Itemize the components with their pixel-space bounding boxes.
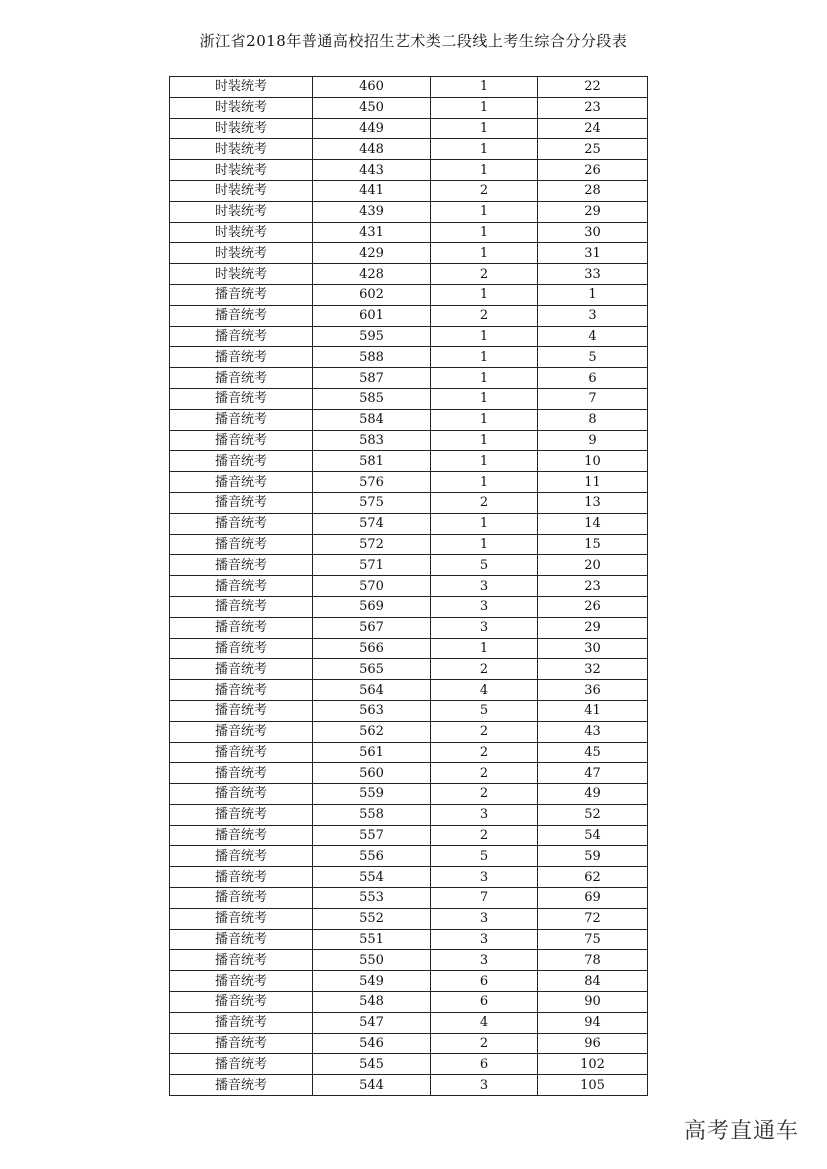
table-row (170, 1075, 648, 1096)
table-row (170, 680, 648, 701)
score-cell: 431 (313, 222, 431, 243)
cumulative-cell: 10 (538, 451, 648, 472)
table-row (170, 534, 648, 555)
cumulative-cell: 90 (538, 992, 648, 1013)
score-cell: 549 (313, 971, 431, 992)
count-cell: 3 (431, 867, 538, 888)
cumulative-cell: 62 (538, 867, 648, 888)
score-cell: 551 (313, 929, 431, 950)
score-cell: 553 (313, 888, 431, 909)
category-cell: 播音统考 (170, 867, 313, 888)
category-cell: 播音统考 (170, 576, 313, 597)
table-row (170, 1033, 648, 1054)
count-cell: 1 (431, 201, 538, 222)
table-row (170, 139, 648, 160)
cumulative-cell: 8 (538, 409, 648, 430)
cumulative-cell: 14 (538, 513, 648, 534)
category-cell: 时装统考 (170, 160, 313, 181)
count-cell: 2 (431, 721, 538, 742)
category-cell: 时装统考 (170, 222, 313, 243)
table-row (170, 180, 648, 201)
category-cell: 时装统考 (170, 97, 313, 118)
score-cell: 547 (313, 1012, 431, 1033)
table-row (170, 201, 648, 222)
table-row (170, 638, 648, 659)
table-row (170, 576, 648, 597)
cumulative-cell: 26 (538, 596, 648, 617)
table-row (170, 763, 648, 784)
cumulative-cell: 75 (538, 929, 648, 950)
category-cell: 播音统考 (170, 451, 313, 472)
table-row (170, 347, 648, 368)
count-cell: 1 (431, 409, 538, 430)
category-cell: 播音统考 (170, 992, 313, 1013)
cumulative-cell: 31 (538, 243, 648, 264)
category-cell: 播音统考 (170, 596, 313, 617)
score-cell: 564 (313, 680, 431, 701)
cumulative-cell: 3 (538, 305, 648, 326)
count-cell: 2 (431, 180, 538, 201)
cumulative-cell: 11 (538, 472, 648, 493)
count-cell: 1 (431, 430, 538, 451)
cumulative-cell: 30 (538, 638, 648, 659)
count-cell: 2 (431, 492, 538, 513)
cumulative-cell: 25 (538, 139, 648, 160)
category-cell: 播音统考 (170, 1012, 313, 1033)
cumulative-cell: 78 (538, 950, 648, 971)
cumulative-cell: 94 (538, 1012, 648, 1033)
count-cell: 3 (431, 617, 538, 638)
table-row (170, 846, 648, 867)
cumulative-cell: 6 (538, 368, 648, 389)
cumulative-cell: 4 (538, 326, 648, 347)
score-cell: 572 (313, 534, 431, 555)
category-cell: 播音统考 (170, 430, 313, 451)
cumulative-cell: 23 (538, 576, 648, 597)
score-cell: 561 (313, 742, 431, 763)
cumulative-cell: 1 (538, 284, 648, 305)
category-cell: 播音统考 (170, 971, 313, 992)
count-cell: 1 (431, 326, 538, 347)
category-cell: 播音统考 (170, 908, 313, 929)
score-cell: 556 (313, 846, 431, 867)
category-cell: 播音统考 (170, 472, 313, 493)
cumulative-cell: 22 (538, 77, 648, 98)
cumulative-cell: 49 (538, 784, 648, 805)
table-row (170, 388, 648, 409)
count-cell: 1 (431, 118, 538, 139)
score-cell: 559 (313, 784, 431, 805)
category-cell: 时装统考 (170, 264, 313, 285)
category-cell: 播音统考 (170, 763, 313, 784)
count-cell: 1 (431, 284, 538, 305)
table-row (170, 742, 648, 763)
score-cell: 450 (313, 97, 431, 118)
category-cell: 播音统考 (170, 680, 313, 701)
table-row (170, 1054, 648, 1075)
category-cell: 播音统考 (170, 929, 313, 950)
cumulative-cell: 105 (538, 1075, 648, 1096)
category-cell: 播音统考 (170, 804, 313, 825)
score-cell: 439 (313, 201, 431, 222)
table-row (170, 284, 648, 305)
cumulative-cell: 102 (538, 1054, 648, 1075)
table-row (170, 888, 648, 909)
category-cell: 播音统考 (170, 1054, 313, 1075)
table-body (170, 77, 648, 1096)
cumulative-cell: 52 (538, 804, 648, 825)
score-cell: 575 (313, 492, 431, 513)
score-cell: 571 (313, 555, 431, 576)
table-row (170, 326, 648, 347)
category-cell: 时装统考 (170, 243, 313, 264)
category-cell: 播音统考 (170, 638, 313, 659)
cumulative-cell: 33 (538, 264, 648, 285)
score-cell: 550 (313, 950, 431, 971)
cumulative-cell: 41 (538, 700, 648, 721)
score-cell: 565 (313, 659, 431, 680)
count-cell: 1 (431, 388, 538, 409)
category-cell: 时装统考 (170, 139, 313, 160)
table-row (170, 430, 648, 451)
table-row (170, 659, 648, 680)
score-cell: 558 (313, 804, 431, 825)
category-cell: 播音统考 (170, 388, 313, 409)
table-row (170, 264, 648, 285)
cumulative-cell: 29 (538, 617, 648, 638)
cumulative-cell: 36 (538, 680, 648, 701)
score-cell: 443 (313, 160, 431, 181)
count-cell: 2 (431, 742, 538, 763)
category-cell: 播音统考 (170, 825, 313, 846)
table-row (170, 160, 648, 181)
category-cell: 播音统考 (170, 721, 313, 742)
category-cell: 播音统考 (170, 347, 313, 368)
table-row (170, 409, 648, 430)
category-cell: 播音统考 (170, 555, 313, 576)
cumulative-cell: 59 (538, 846, 648, 867)
count-cell: 1 (431, 97, 538, 118)
score-cell: 563 (313, 700, 431, 721)
count-cell: 1 (431, 222, 538, 243)
table-row (170, 368, 648, 389)
score-cell: 429 (313, 243, 431, 264)
score-cell: 595 (313, 326, 431, 347)
table-row (170, 596, 648, 617)
count-cell: 1 (431, 139, 538, 160)
page-title: 浙江省2018年普通高校招生艺术类二段线上考生综合分分段表 (199, 32, 628, 50)
cumulative-cell: 47 (538, 763, 648, 784)
category-cell: 播音统考 (170, 784, 313, 805)
table-row (170, 97, 648, 118)
category-cell: 播音统考 (170, 326, 313, 347)
cumulative-cell: 30 (538, 222, 648, 243)
category-cell: 时装统考 (170, 118, 313, 139)
cumulative-cell: 84 (538, 971, 648, 992)
category-cell: 播音统考 (170, 409, 313, 430)
score-cell: 581 (313, 451, 431, 472)
count-cell: 1 (431, 368, 538, 389)
category-cell: 播音统考 (170, 700, 313, 721)
cumulative-cell: 23 (538, 97, 648, 118)
count-cell: 5 (431, 700, 538, 721)
score-cell: 601 (313, 305, 431, 326)
table-row (170, 804, 648, 825)
score-cell: 552 (313, 908, 431, 929)
count-cell: 2 (431, 784, 538, 805)
score-cell: 588 (313, 347, 431, 368)
count-cell: 3 (431, 804, 538, 825)
score-cell: 460 (313, 77, 431, 98)
score-cell: 570 (313, 576, 431, 597)
table-row (170, 492, 648, 513)
count-cell: 1 (431, 77, 538, 98)
count-cell: 6 (431, 992, 538, 1013)
score-cell: 545 (313, 1054, 431, 1075)
score-cell: 602 (313, 284, 431, 305)
cumulative-cell: 43 (538, 721, 648, 742)
score-cell: 576 (313, 472, 431, 493)
score-cell: 585 (313, 388, 431, 409)
category-cell: 时装统考 (170, 201, 313, 222)
category-cell: 播音统考 (170, 492, 313, 513)
count-cell: 2 (431, 763, 538, 784)
score-cell: 448 (313, 139, 431, 160)
table-row (170, 617, 648, 638)
count-cell: 1 (431, 638, 538, 659)
table-row (170, 700, 648, 721)
score-cell: 567 (313, 617, 431, 638)
score-cell: 557 (313, 825, 431, 846)
score-cell: 544 (313, 1075, 431, 1096)
table-row (170, 243, 648, 264)
score-cell: 441 (313, 180, 431, 201)
count-cell: 3 (431, 596, 538, 617)
category-cell: 播音统考 (170, 1075, 313, 1096)
cumulative-cell: 54 (538, 825, 648, 846)
count-cell: 1 (431, 513, 538, 534)
count-cell: 7 (431, 888, 538, 909)
cumulative-cell: 32 (538, 659, 648, 680)
category-cell: 播音统考 (170, 742, 313, 763)
cumulative-cell: 96 (538, 1033, 648, 1054)
count-cell: 4 (431, 680, 538, 701)
table-row (170, 867, 648, 888)
table-row (170, 992, 648, 1013)
category-cell: 播音统考 (170, 1033, 313, 1054)
count-cell: 3 (431, 576, 538, 597)
count-cell: 3 (431, 950, 538, 971)
count-cell: 6 (431, 971, 538, 992)
count-cell: 5 (431, 846, 538, 867)
score-cell: 428 (313, 264, 431, 285)
count-cell: 2 (431, 659, 538, 680)
category-cell: 播音统考 (170, 888, 313, 909)
table-row (170, 305, 648, 326)
count-cell: 3 (431, 929, 538, 950)
cumulative-cell: 5 (538, 347, 648, 368)
table-row (170, 929, 648, 950)
table-row (170, 825, 648, 846)
table-row (170, 451, 648, 472)
count-cell: 6 (431, 1054, 538, 1075)
category-cell: 播音统考 (170, 284, 313, 305)
cumulative-cell: 7 (538, 388, 648, 409)
table-row (170, 908, 648, 929)
table-row (170, 222, 648, 243)
score-cell: 584 (313, 409, 431, 430)
category-cell: 播音统考 (170, 617, 313, 638)
category-cell: 播音统考 (170, 950, 313, 971)
count-cell: 1 (431, 534, 538, 555)
cumulative-cell: 45 (538, 742, 648, 763)
score-cell: 554 (313, 867, 431, 888)
cumulative-cell: 15 (538, 534, 648, 555)
cumulative-cell: 29 (538, 201, 648, 222)
cumulative-cell: 20 (538, 555, 648, 576)
score-cell: 548 (313, 992, 431, 1013)
count-cell: 2 (431, 1033, 538, 1054)
count-cell: 2 (431, 305, 538, 326)
count-cell: 5 (431, 555, 538, 576)
count-cell: 1 (431, 160, 538, 181)
category-cell: 播音统考 (170, 368, 313, 389)
cumulative-cell: 26 (538, 160, 648, 181)
count-cell: 1 (431, 347, 538, 368)
table-row (170, 721, 648, 742)
count-cell: 3 (431, 1075, 538, 1096)
cumulative-cell: 69 (538, 888, 648, 909)
cumulative-cell: 28 (538, 180, 648, 201)
score-cell: 587 (313, 368, 431, 389)
score-cell: 449 (313, 118, 431, 139)
count-cell: 1 (431, 472, 538, 493)
score-cell: 569 (313, 596, 431, 617)
category-cell: 时装统考 (170, 77, 313, 98)
category-cell: 播音统考 (170, 846, 313, 867)
table-row (170, 950, 648, 971)
count-cell: 2 (431, 264, 538, 285)
score-cell: 562 (313, 721, 431, 742)
cumulative-cell: 13 (538, 492, 648, 513)
cumulative-cell: 9 (538, 430, 648, 451)
table-row (170, 784, 648, 805)
score-cell: 574 (313, 513, 431, 534)
count-cell: 4 (431, 1012, 538, 1033)
count-cell: 3 (431, 908, 538, 929)
count-cell: 1 (431, 451, 538, 472)
table-row (170, 472, 648, 493)
category-cell: 播音统考 (170, 534, 313, 555)
score-cell: 566 (313, 638, 431, 659)
table-row (170, 555, 648, 576)
count-cell: 1 (431, 243, 538, 264)
count-cell: 2 (431, 825, 538, 846)
category-cell: 播音统考 (170, 513, 313, 534)
category-cell: 播音统考 (170, 659, 313, 680)
table-row (170, 513, 648, 534)
table-row (170, 971, 648, 992)
table-row (170, 118, 648, 139)
table-row (170, 77, 648, 98)
score-table (169, 76, 648, 1096)
score-cell: 560 (313, 763, 431, 784)
watermark-logo: 高考直通车 (683, 1119, 799, 1144)
category-cell: 播音统考 (170, 305, 313, 326)
cumulative-cell: 24 (538, 118, 648, 139)
category-cell: 时装统考 (170, 180, 313, 201)
table-row (170, 1012, 648, 1033)
score-cell: 546 (313, 1033, 431, 1054)
cumulative-cell: 72 (538, 908, 648, 929)
score-cell: 583 (313, 430, 431, 451)
